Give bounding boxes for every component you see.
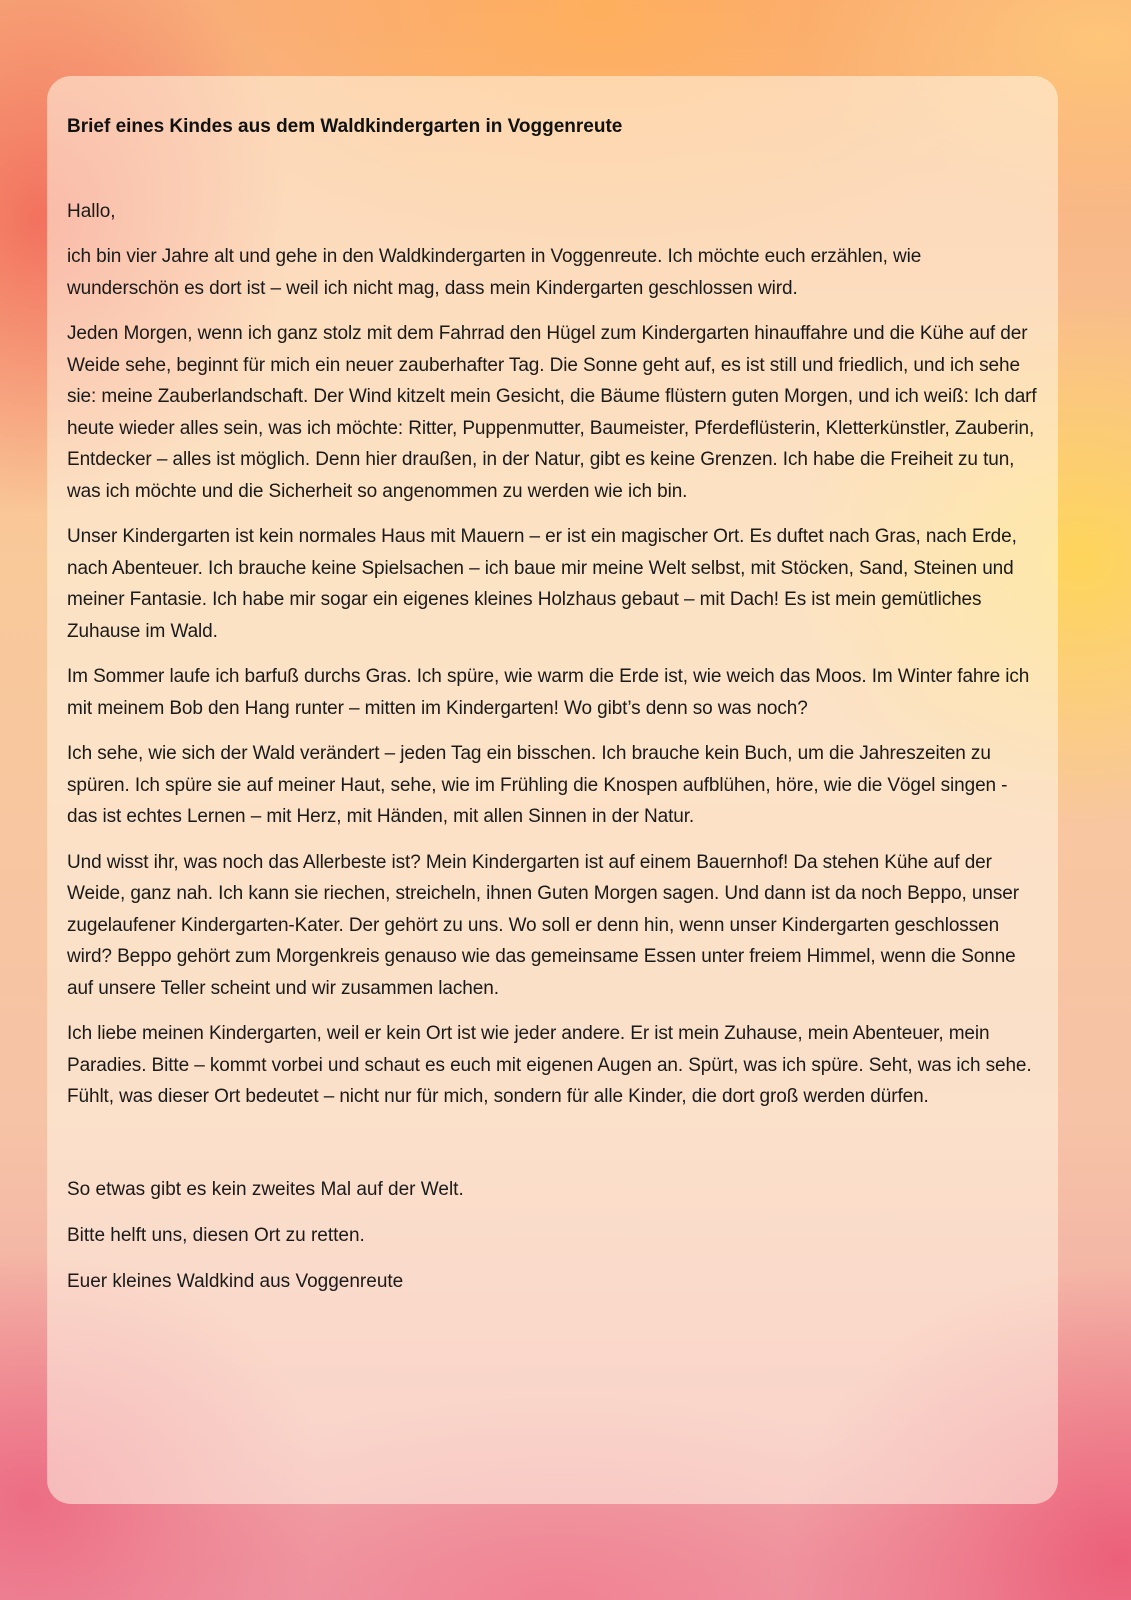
letter-paragraph: Jeden Morgen, wenn ich ganz stolz mit dem Fahrrad den Hügel zum Kindergarten hinauffahre und die Kühe auf der Weide sehe, beginnt für mich ein neuer zauberhafter Tag. Die Sonne geht auf, es ist still und friedlich, und ich sehe sie: meine Zauberlandschaft. Der Wind kitzelt mein Gesicht, die Bäume flüstern guten Morgen, und ich weiß: Ich darf heute wieder alles sein, was ich möchte: Ritter, Puppenmutter, Baumeister, Pferdeflüsterin, Kletterkünstler, Zauberin, Entdecker – alles ist möglich. Denn hier draußen, in der Natur, gibt es keine Grenzen. Ich habe die Freiheit zu tun, was ich möchte und die Sicherheit so angenommen zu werden wie ich bin. xyxy=(67,323,1037,502)
closing-line: Bitte helft uns, diesen Ort zu retten. xyxy=(67,1224,365,1246)
letter-paragraph: Und wisst ihr, was noch das Allerbeste ist? Mein Kindergarten ist auf einem Bauernhof! Da stehen Kühe auf der Weide, ganz nah. Ich kann sie riechen, streicheln, ihnen Guten Morgen sagen. Und dann ist da noch Beppo, unser zugelaufener Kindergarten-Kater. Der gehört zu uns. Wo soll er denn hin, wenn unser Kindergarten geschlossen wird? Beppo gehört zum Morgenkreis genauso wie das gemeinsame Essen unter freiem Himmel, wenn die Sonne auf unsere Teller scheint und wir zusammen lachen. xyxy=(67,851,1019,999)
letter-greeting: Hallo, xyxy=(67,201,116,222)
letter-paragraph: ich bin vier Jahre alt und gehe in den Waldkindergarten in Voggenreute. Ich möchte euch erzählen, wie wunderschön es dort ist – weil ich nicht mag, dass mein Kindergarten geschlossen wird. xyxy=(67,246,922,299)
letter-title: Brief eines Kindes aus dem Waldkindergarten in Voggenreute xyxy=(67,116,623,137)
letter-paragraph: Ich liebe meinen Kindergarten, weil er kein Ort ist wie jeder andere. Er ist mein Zuhause, mein Abenteuer, mein Paradies. Bitte – kommt vorbei und schaut es euch mit eigenen Augen an. Spürt, was ich spüre. Seht, was ich sehe. Fühlt, was dieser Ort bedeutet – nicht nur für mich, sondern für alle Kinder, die dort groß werden dürfen. xyxy=(67,1023,1032,1107)
letter-paragraph: Ich sehe, wie sich der Wald verändert – jeden Tag ein bisschen. Ich brauche kein Buch, um die Jahreszeiten zu spüren. Ich spüre sie auf meiner Haut, sehe, wie im Frühling die Knospen aufblühen, höre, wie die Vögel singen - das ist echtes Lernen – mit Herz, mit Händen, mit allen Sinnen in der Natur. xyxy=(67,743,1008,827)
closing-line: So etwas gibt es kein zweites Mal auf der Welt. xyxy=(67,1178,464,1200)
letter-card xyxy=(47,76,1058,1504)
letter-paragraph: Unser Kindergarten ist kein normales Haus mit Mauern – er ist ein magischer Ort. Es duftet nach Gras, nach Erde, nach Abenteuer. Ich brauche keine Spielsachen – ich baue mir meine Welt selbst, mit Stöcken, Sand, Steinen und meiner Fantasie. Ich habe mir sogar ein eigenes kleines Holzhaus gebaut – mit Dach! Es ist mein gemütliches Zuhause im Wald. xyxy=(67,526,1017,642)
signature-line: Euer kleines Waldkind aus Voggenreute xyxy=(67,1270,404,1292)
letter-paragraph: Im Sommer laufe ich barfuß durchs Gras. Ich spüre, wie warm die Erde ist, wie weich das Moos. Im Winter fahre ich mit meinem Bob den Hang runter – mitten im Kindergarten! Wo gibt’s denn so was noch? xyxy=(67,666,1030,719)
closing-spacer xyxy=(67,1127,1038,1175)
